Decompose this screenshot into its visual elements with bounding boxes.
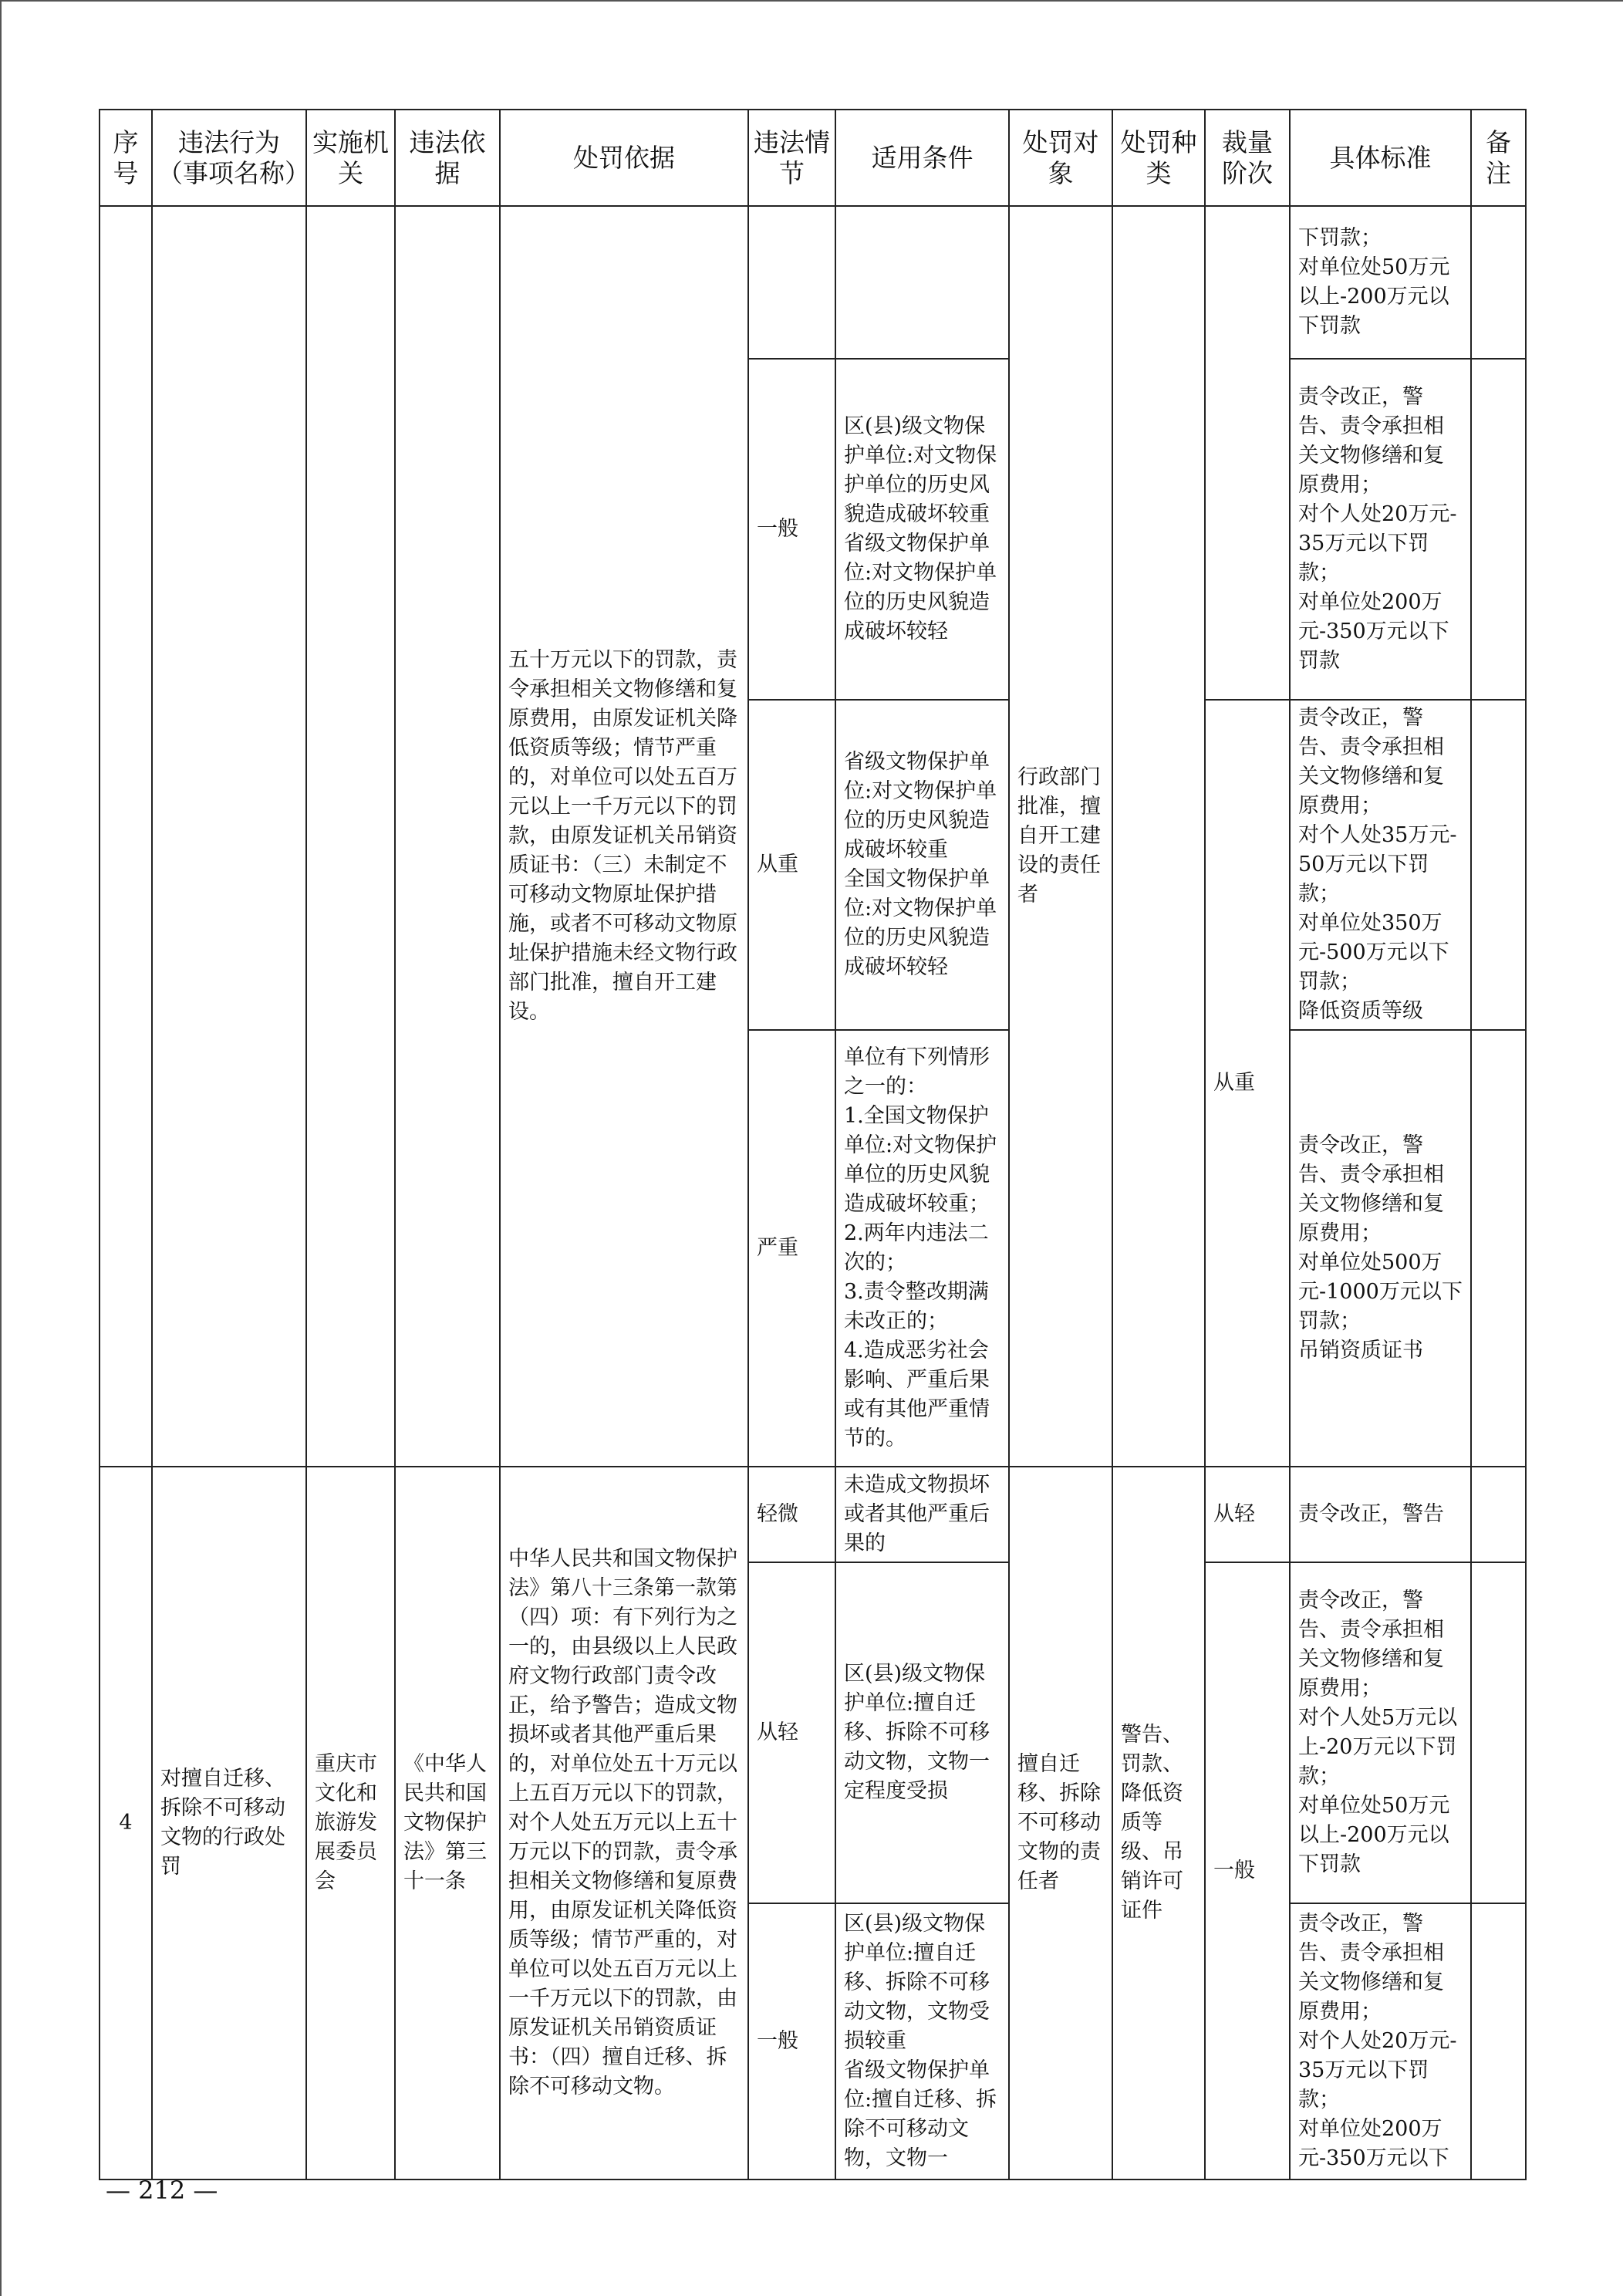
header-standard: 具体标准 bbox=[1290, 110, 1471, 206]
conditions-cell: 区(县)级文物保护单位:擅自迁移、拆除不可移动文物，文物一定程度受损 bbox=[835, 1562, 1009, 1903]
level-cell-empty bbox=[1205, 206, 1290, 700]
standard-cell: 责令改正，警告 bbox=[1290, 1467, 1471, 1562]
header-conditions: 适用条件 bbox=[835, 110, 1009, 206]
conditions-cell bbox=[835, 700, 1009, 1030]
circumstance-cell: 从重 bbox=[748, 700, 835, 1030]
conditions-cell bbox=[835, 1030, 1009, 1467]
type-cell-empty bbox=[1112, 206, 1205, 1467]
standard-cell bbox=[1290, 1562, 1471, 1903]
circumstance-cell: 一般 bbox=[748, 1903, 835, 2180]
text-line: 省级文物保护单位:对文物保护单位的历史风貌造成破坏较重 bbox=[844, 750, 997, 862]
conditions-cell bbox=[835, 206, 1009, 359]
text-line: 4.造成恶劣社会影响、严重后果或有其他严重情节的。 bbox=[844, 1339, 990, 1450]
text-line: 对单位处50万元以上-200万元以下罚款 bbox=[1298, 1794, 1450, 1876]
standard-cell bbox=[1290, 1903, 1471, 2180]
header-illegal-basis: 违法依据 bbox=[395, 110, 500, 206]
text-line: 对单位处500万元-1000万元以下罚款； bbox=[1298, 1251, 1463, 1333]
conditions-cell bbox=[835, 1903, 1009, 2180]
act-cell: 对擅自迁移、拆除不可移动文物的行政处罚 bbox=[152, 1467, 306, 2180]
conditions-cell bbox=[835, 359, 1009, 700]
illegal-basis-cell-empty bbox=[395, 206, 500, 1467]
level-cell: 从重 bbox=[1205, 700, 1290, 1467]
remark-cell bbox=[1471, 1903, 1526, 2180]
type-cell: 警告、罚款、降低资质等级、吊销许可证件 bbox=[1112, 1467, 1205, 2180]
page-top-edge bbox=[0, 0, 1623, 2]
seq-cell: 4 bbox=[100, 1467, 152, 2180]
text-line: 对个人处20万元-35万元以下罚款； bbox=[1298, 2029, 1457, 2112]
header-remark: 备注 bbox=[1471, 110, 1526, 206]
header-seq: 序号 bbox=[100, 110, 152, 206]
text-line: 责令改正，警告、责令承担相关文物修缮和复原费用； bbox=[1298, 385, 1444, 497]
text-line: 下罚款； bbox=[1298, 226, 1382, 250]
header-circumstance: 违法情节 bbox=[748, 110, 835, 206]
remark-cell bbox=[1471, 1467, 1526, 1562]
circumstance-cell bbox=[748, 206, 835, 359]
standard-cell bbox=[1290, 359, 1471, 700]
remark-cell bbox=[1471, 1030, 1526, 1467]
penalty-basis-cell: 中华人民共和国文物保护法》第八十三条第一款第（四）项：有下列行为之一的，由县级以上人民政府文物行政部门责令改正，给予警告；造成文物损坏或者其他严重后果的，对单位处五十万元以上五百万元以下的罚款，对个人处五万元以上五十万元以下的罚款，责令承担相关文物修缮和复原费用，由原发证机关降低资质等级；情节严重的，对单位可以处五百万元以上一千万元以下的罚款，由原发证机关吊销资质证书：（四）擅自迁移、拆除不可移动文物。 bbox=[500, 1467, 748, 2180]
text-line: 区(县)级文物保护单位:擅自迁移、拆除不可移动文物，文物受损较重 bbox=[844, 1912, 990, 2053]
text-line: 对单位处200万元-350万元以下罚款 bbox=[1298, 590, 1449, 673]
header-penalty-basis: 处罚依据 bbox=[500, 110, 748, 206]
remark-cell bbox=[1471, 359, 1526, 700]
text-line: 责令改正，警告、责令承担相关文物修缮和复原费用； bbox=[1298, 1912, 1444, 2024]
text-line: 责令改正，警告、责令承担相关文物修缮和复原费用； bbox=[1298, 1589, 1444, 1700]
text-line: 责令改正，警告、责令承担相关文物修缮和复原费用； bbox=[1298, 706, 1444, 818]
standard-cell bbox=[1290, 1030, 1471, 1467]
header-agency: 实施机关 bbox=[306, 110, 395, 206]
text-line: 责令改正，警告、责令承担相关文物修缮和复原费用； bbox=[1298, 1133, 1444, 1245]
seq-cell-empty bbox=[100, 206, 152, 1467]
header-level: 裁量阶次 bbox=[1205, 110, 1290, 206]
penalty-basis-cell: 五十万元以下的罚款，责令承担相关文物修缮和复原费用，由原发证机关降低资质等级；情节严重的，对单位可以处五百万元以上一千万元以下的罚款，由原发证机关吊销资质证书：（三）未制定不可移动文物原址保护措施，或者不可移动文物原址保护措施未经文物行政部门批准，擅自开工建设。 bbox=[500, 206, 748, 1467]
conditions-cell: 未造成文物损坏或者其他严重后果的 bbox=[835, 1467, 1009, 1562]
circumstance-cell: 一般 bbox=[748, 359, 835, 700]
circumstance-cell: 严重 bbox=[748, 1030, 835, 1467]
page-number: — 212 — bbox=[106, 2176, 218, 2205]
penalty-standards-table bbox=[99, 109, 1527, 2180]
table-row bbox=[100, 1467, 1526, 1562]
remark-cell bbox=[1471, 206, 1526, 359]
target-cell: 行政部门批准，擅自开工建设的责任者 bbox=[1009, 206, 1112, 1467]
header-type: 处罚种类 bbox=[1112, 110, 1205, 206]
remark-cell bbox=[1471, 700, 1526, 1030]
target-cell: 擅自迁移、拆除不可移动文物的责任者 bbox=[1009, 1467, 1112, 2180]
level-cell: 一般 bbox=[1205, 1562, 1290, 2180]
level-cell: 从轻 bbox=[1205, 1467, 1290, 1562]
text-line: 对单位处200万元-350万元以下 bbox=[1298, 2117, 1449, 2170]
agency-cell: 重庆市文化和旅游发展委员会 bbox=[306, 1467, 395, 2180]
text-line: 对单位处50万元以上-200万元以下罚款 bbox=[1298, 255, 1450, 338]
standard-cell bbox=[1290, 700, 1471, 1030]
text-line: 全国文物保护单位:对文物保护单位的历史风貌造成破坏较轻 bbox=[844, 867, 997, 979]
illegal-basis-cell: 《中华人民共和国文物保护法》第三十一条 bbox=[395, 1467, 500, 2180]
text-line: 1.全国文物保护单位:对文物保护单位的历史风貌造成破坏较重； bbox=[844, 1104, 997, 1216]
text-line: 3.责令整改期满未改正的； bbox=[844, 1280, 989, 1333]
text-line: 省级文物保护单位:擅自迁移、拆除不可移动文物，文物一 bbox=[844, 2058, 997, 2170]
header-row bbox=[100, 110, 1526, 206]
text-line: 对个人处5万元以上-20万元以下罚款； bbox=[1298, 1706, 1458, 1788]
page-left-edge bbox=[0, 0, 2, 2296]
text-line: 区(县)级文物保护单位:对文物保护单位的历史风貌造成破坏较重 bbox=[844, 414, 997, 526]
text-line: 吊销资质证书 bbox=[1298, 1339, 1423, 1362]
circumstance-cell: 从轻 bbox=[748, 1562, 835, 1903]
remark-cell bbox=[1471, 1562, 1526, 1903]
circumstance-cell: 轻微 bbox=[748, 1467, 835, 1562]
text-line: 对个人处35万元-50万元以下罚款； bbox=[1298, 823, 1457, 906]
text-line: 2.两年内违法二次的； bbox=[844, 1221, 989, 1275]
text-line: 对个人处20万元-35万元以下罚款； bbox=[1298, 502, 1457, 585]
header-target: 处罚对象 bbox=[1009, 110, 1112, 206]
text-line: 降低资质等级 bbox=[1298, 999, 1423, 1023]
table-row bbox=[100, 206, 1526, 359]
agency-cell-empty bbox=[306, 206, 395, 1467]
header-act: 违法行为（事项名称） bbox=[152, 110, 306, 206]
text-line: 单位有下列情形之一的： bbox=[844, 1045, 990, 1099]
standard-cell bbox=[1290, 206, 1471, 359]
text-line: 对单位处350万元-500万元以下罚款； bbox=[1298, 911, 1449, 994]
text-line: 省级文物保护单位:对文物保护单位的历史风貌造成破坏较轻 bbox=[844, 532, 997, 643]
act-cell-empty bbox=[152, 206, 306, 1467]
